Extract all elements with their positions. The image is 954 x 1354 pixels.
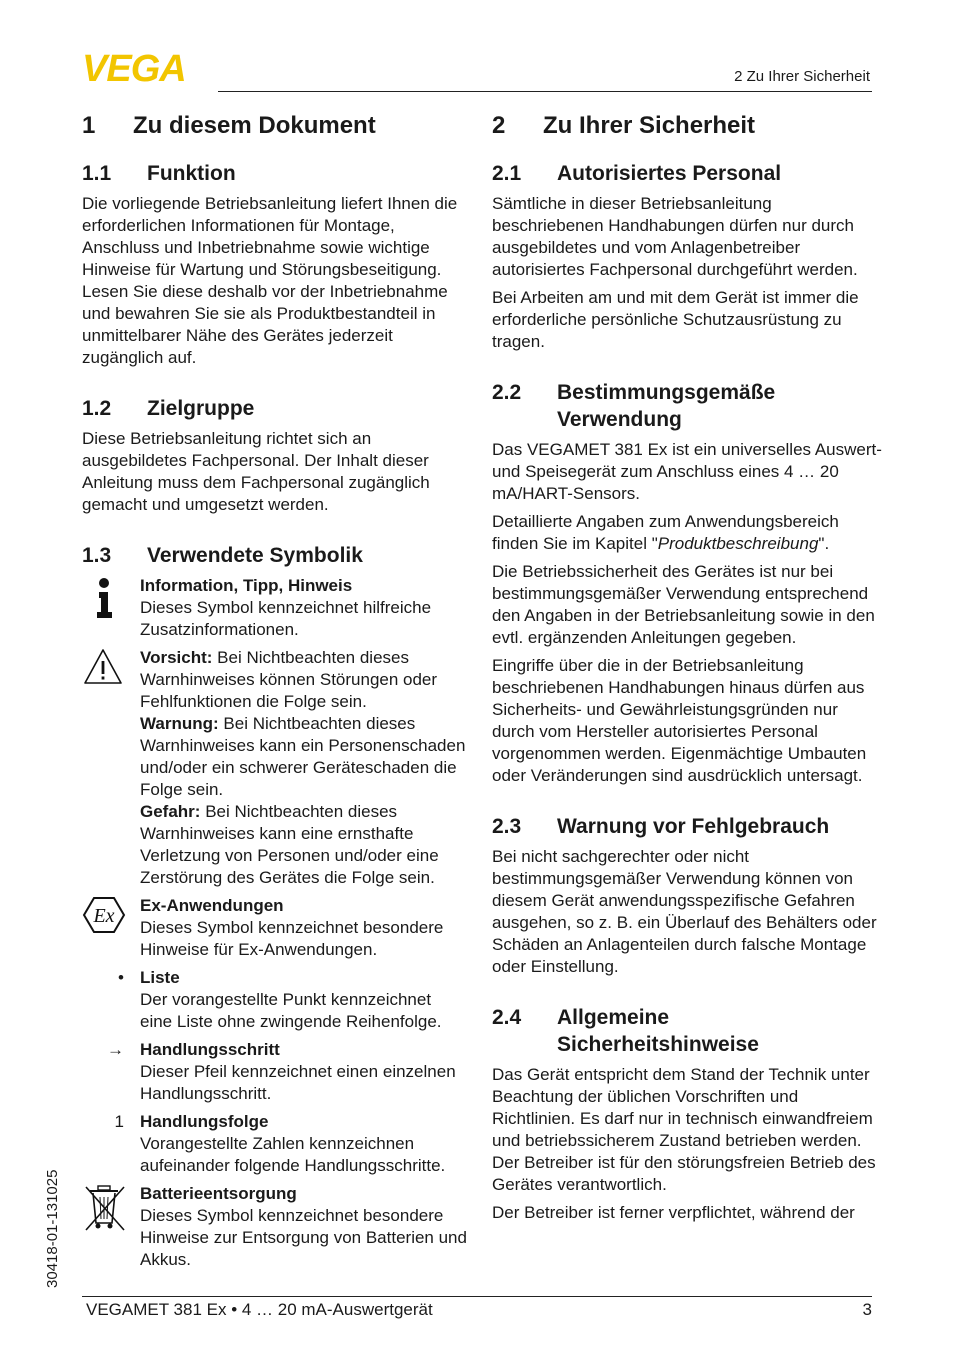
paragraph: Detaillierte Angaben zum Anwendungsbereich finden Sie im Kapitel "Produktbeschreibung". [492,512,839,553]
section-1-2 [82,395,467,516]
symbol-sequence: 1 Handlungsfolge Vorangestellte Zahlen kennzeichnen aufeinander folgende Handlungsschritte. [82,1111,467,1177]
section-2-2 [492,379,882,787]
document-id: 30418-01-131025 [44,1169,61,1288]
section-heading: 2.3 Warnung vor Fehlgebrauch [492,815,830,838]
paragraph: Das VEGAMET 381 Ex ist ein universelles Auswert- und Speisegerät zum Anschluss eines 4 … 20 mA/HART-Sensors. [492,440,882,503]
chapter-1-heading: 1 Zu diesem Dokument [82,112,376,139]
svg-text:VEGA: VEGA [82,52,186,84]
section-heading: 2.4 Allgemeine Sicherheitshinweise [492,1006,759,1056]
paragraph: Die Betriebssicherheit des Gerätes ist nur bei bestimmungsgemäßer Verwendung entsprechend den Angaben in der Betriebsanleitung sowie in den evtl. ergänzenden Anleitungen gegeben. [492,562,875,647]
vega-logo [82,52,212,84]
paragraph: Bei nicht sachgerechter oder nicht bestimmungsgemäßer Verwendung können von diesem Gerät anwendungsspezifische Gefahren ausgehen, so z. B. ein Überlauf des Behälters oder Schäden an Anlagenteilen durch falsche Montage oder Einstellung. [492,847,877,976]
crossed-bin-icon [82,1183,128,1233]
symbol-battery: Batterieentsorgung Dieses Symbol kennzeichnet besondere Hinweise zur Entsorgung von Batterien und Akkus. [82,1183,467,1271]
symbol-warning: Vorsicht: Bei Nichtbeachten dieses Warnhinweises können Störungen oder Fehlfunktionen die Folge sein. Warnung: Bei Nichtbeachten dieses Warnhinweises kann ein Personenschaden und/oder ein schwerer Geräteschaden die Folge sein. Gefahr: Bei Nichtbeachten dieses Warnhinweises kann eine ernsthafte Verletzung von Personen und/oder eine Zerstörung des Gerätes die Folge sein. [82,647,467,889]
section-heading: 2.1 Autorisiertes Personal [492,162,782,185]
running-header: 2 Zu Ihrer Sicherheit [734,68,870,85]
section-heading: 1.2 Zielgruppe [82,397,255,420]
section-2-1 [492,160,882,353]
paragraph: Der Betreiber ist ferner verpflichtet, während der [492,1203,855,1222]
info-icon [94,577,118,621]
paragraph: Das Gerät entspricht dem Stand der Technik unter Beachtung der üblichen Vorschriften und Richtlinien. Es darf nur in technisch einwandfreiem und betriebssicherem Zustand betrieben werden. Der Betreiber ist für den störungsfreien Betrieb des Gerätes verantwortlich. [492,1065,876,1194]
header-rule [218,91,872,92]
section-2-3 [492,813,882,978]
chapter-2-heading: 2 Zu Ihrer Sicherheit [492,112,756,139]
ex-hexagon-icon [82,895,126,935]
footer-rule [82,1296,872,1297]
section-heading: 2.2 Bestimmungsgemäße Verwendung [492,381,776,431]
paragraph: Eingriffe über die in der Betriebsanleitung beschriebenen Handhabungen hinaus dürfen aus Sicherheits- und Gewährleistungsgründen nur durch vom Hersteller autorisiertes Personal vorgenommen werden. Eigenmächtige Umbauten oder Veränderungen sind ausdrücklich untersagt. [492,656,867,785]
right-column [492,108,882,1230]
section-heading: 1.1 Funktion [82,162,236,185]
section-1-3 [82,542,467,1271]
arrow-right-icon: → [107,1040,124,1059]
number-one-icon: 1 [114,1112,124,1131]
bullet-icon: • [118,968,124,987]
paragraph: Diese Betriebsanleitung richtet sich an ausgebildetes Fachpersonal. Der Inhalt dieser Anleitung muss dem Fachpersonal zugänglich gemacht und umgesetzt werden. [82,429,430,514]
section-2-4 [492,1004,882,1224]
section-1-1 [82,160,467,369]
footer-title: VEGAMET 381 Ex • 4 … 20 mA-Auswertgerät [86,1300,433,1319]
left-column [82,108,467,1277]
symbol-info: Information, Tipp, Hinweis Dieses Symbol kennzeichnet hilfreiche Zusatzinformationen. [82,575,467,641]
svg-text:Ex: Ex [93,905,115,927]
symbol-ex: Ex Ex-Anwendungen Dieses Symbol kennzeichnet besondere Hinweise für Ex-Anwendungen. [82,895,467,961]
page-number: 3 [862,1300,872,1319]
symbol-step: → Handlungsschritt Dieser Pfeil kennzeichnet einen einzelnen Handlungsschritt. [82,1039,467,1105]
warning-triangle-icon [82,647,124,687]
paragraph: Die vorliegende Betriebsanleitung liefert Ihnen die erforderlichen Informationen für Montage, Anschluss und Inbetriebnahme sowie wichtige Hinweise für Wartung und Störungsbeseitigung. Lesen Sie diese deshalb vor der Inbetriebnahme und bewahren Sie sie als Produktbestandteil in unmittelbarer Nähe des Gerätes jederzeit zugänglich auf. [82,194,458,367]
paragraph: Bei Arbeiten am und mit dem Gerät ist immer die erforderliche persönliche Schutzausrüstung zu tragen. [492,288,859,351]
symbol-list: • Liste Der vorangestellte Punkt kennzeichnet eine Liste ohne zwingende Reihenfolge. [82,967,467,1033]
paragraph: Sämtliche in dieser Betriebsanleitung beschriebenen Handhabungen dürfen nur durch ausgebildetes und vom Anlagenbetreiber autorisiertes Fachpersonal durchgeführt werden. [492,194,858,279]
section-heading: 1.3 Verwendete Symbolik [82,544,363,567]
